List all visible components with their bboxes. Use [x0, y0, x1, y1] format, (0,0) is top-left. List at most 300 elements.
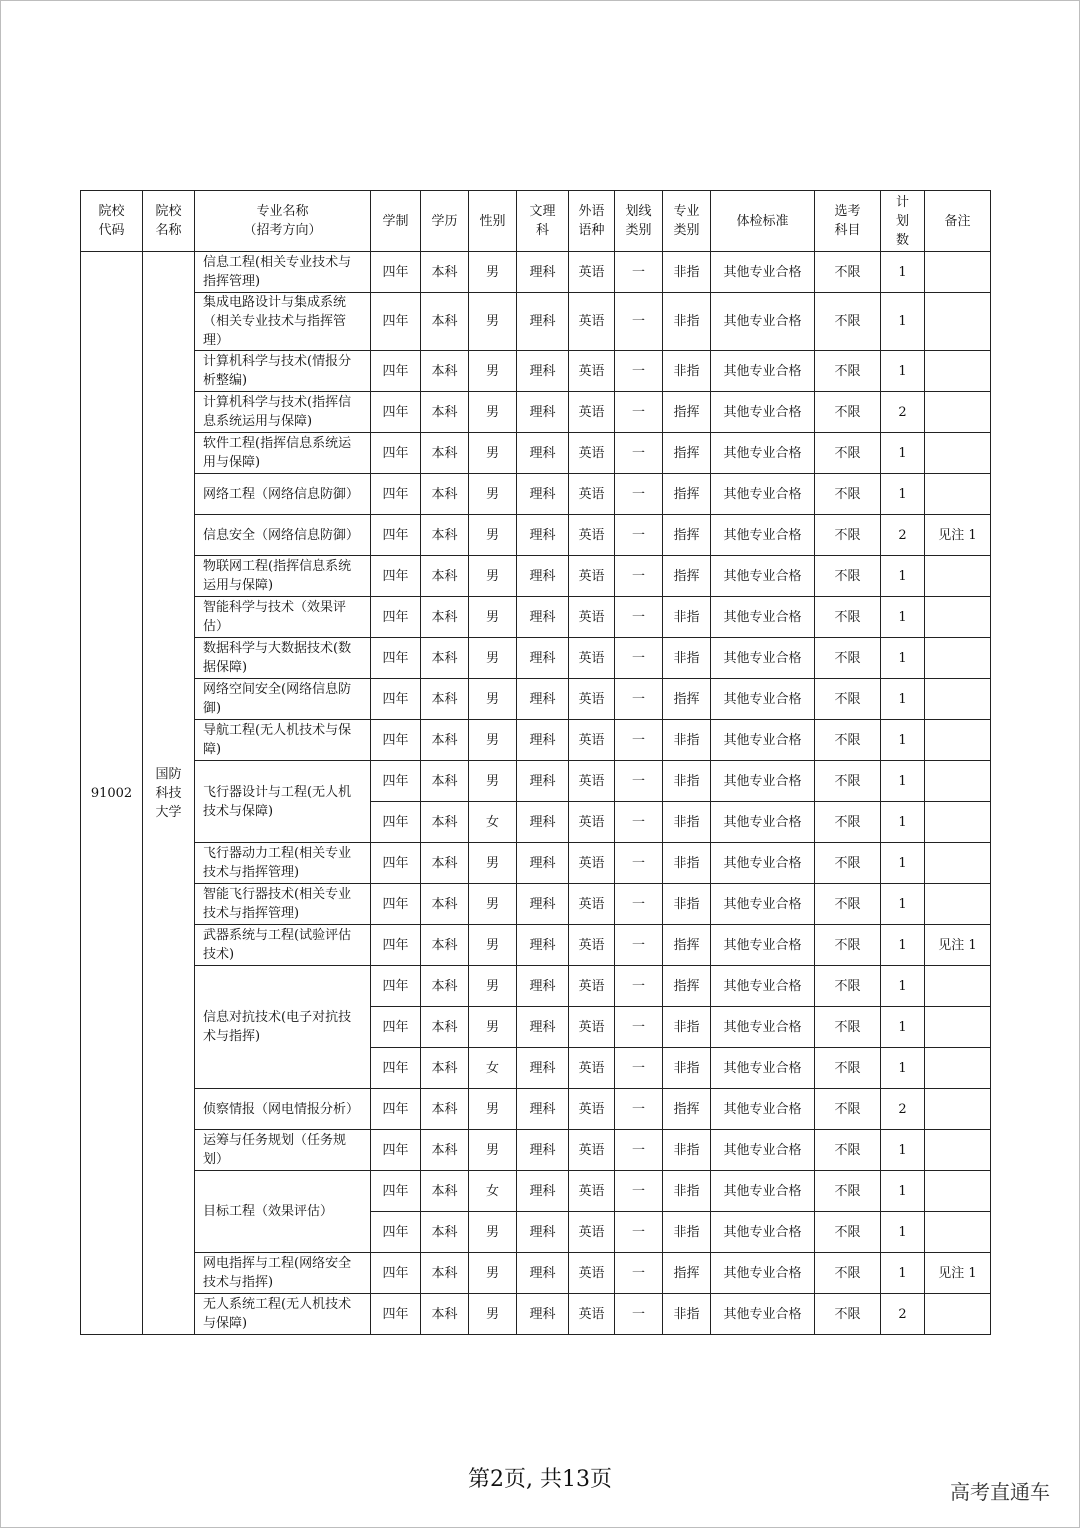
header-gender: 性别 — [469, 191, 517, 252]
degree-cell: 本科 — [421, 293, 469, 351]
major-category-cell: 指挥 — [663, 966, 711, 1007]
track-cell: 理科 — [517, 1253, 569, 1294]
table-row — [81, 884, 991, 925]
gender-cell: 男 — [469, 252, 517, 293]
school-name-line: 国防 — [155, 766, 182, 782]
plan-count-cell: 1 — [881, 925, 925, 966]
plan-count-cell: 1 — [881, 802, 925, 843]
table-row — [81, 351, 991, 392]
plan-count-cell: 1 — [881, 1048, 925, 1089]
duration-cell: 四年 — [371, 1089, 421, 1130]
table-row — [81, 433, 991, 474]
plan-count-cell: 2 — [881, 1089, 925, 1130]
track-cell: 理科 — [517, 515, 569, 556]
major-name-cell: 导航工程(无人机技术与保障) — [195, 720, 371, 761]
table-row — [81, 597, 991, 638]
plan-count-cell: 1 — [881, 1130, 925, 1171]
track-cell: 理科 — [517, 293, 569, 351]
duration-cell: 四年 — [371, 293, 421, 351]
table-row — [81, 966, 991, 1007]
note-cell: 见注 1 — [925, 515, 991, 556]
language-cell: 英语 — [569, 761, 615, 802]
duration-cell: 四年 — [371, 515, 421, 556]
degree-cell: 本科 — [421, 966, 469, 1007]
note-cell — [925, 843, 991, 884]
degree-cell: 本科 — [421, 1130, 469, 1171]
table-row — [81, 293, 991, 351]
subjects-cell: 不限 — [815, 1007, 881, 1048]
plan-count-cell: 1 — [881, 843, 925, 884]
track-cell: 理科 — [517, 720, 569, 761]
line-category-cell: 一 — [615, 252, 663, 293]
degree-cell: 本科 — [421, 761, 469, 802]
track-cell: 理科 — [517, 1294, 569, 1335]
degree-cell: 本科 — [421, 1171, 469, 1212]
major-category-cell: 非指 — [663, 638, 711, 679]
major-category-cell: 指挥 — [663, 1253, 711, 1294]
duration-cell: 四年 — [371, 802, 421, 843]
language-cell: 英语 — [569, 1212, 615, 1253]
plan-count-cell: 1 — [881, 1171, 925, 1212]
note-cell — [925, 802, 991, 843]
note-cell — [925, 884, 991, 925]
major-name-cell: 网电指挥与工程(网络安全技术与指挥) — [195, 1253, 371, 1294]
plan-count-cell: 1 — [881, 1007, 925, 1048]
line-category-cell: 一 — [615, 843, 663, 884]
header-line-category: 划线 类别 — [615, 191, 663, 252]
table-row — [81, 1171, 991, 1212]
gender-cell: 男 — [469, 925, 517, 966]
line-category-cell: 一 — [615, 597, 663, 638]
gender-cell: 男 — [469, 351, 517, 392]
line-category-cell: 一 — [615, 351, 663, 392]
major-name-cell: 软件工程(指挥信息系统运用与保障) — [195, 433, 371, 474]
subjects-cell: 不限 — [815, 474, 881, 515]
health-standard-cell: 其他专业合格 — [711, 1048, 815, 1089]
major-name-cell: 运筹与任务规划（任务规划） — [195, 1130, 371, 1171]
degree-cell: 本科 — [421, 597, 469, 638]
track-cell: 理科 — [517, 556, 569, 597]
major-category-cell: 指挥 — [663, 392, 711, 433]
table-row — [81, 1294, 991, 1335]
health-standard-cell: 其他专业合格 — [711, 1007, 815, 1048]
duration-cell: 四年 — [371, 884, 421, 925]
subjects-cell: 不限 — [815, 1048, 881, 1089]
health-standard-cell: 其他专业合格 — [711, 761, 815, 802]
school-code-cell: 91002 — [81, 252, 143, 1335]
gender-cell: 男 — [469, 597, 517, 638]
gender-cell: 男 — [469, 433, 517, 474]
major-name-cell: 信息对抗技术(电子对抗技术与指挥) — [195, 966, 371, 1089]
line-category-cell: 一 — [615, 720, 663, 761]
track-cell: 理科 — [517, 1048, 569, 1089]
degree-cell: 本科 — [421, 252, 469, 293]
health-standard-cell: 其他专业合格 — [711, 802, 815, 843]
subjects-cell: 不限 — [815, 761, 881, 802]
note-cell — [925, 761, 991, 802]
plan-count-cell: 1 — [881, 252, 925, 293]
header-subjects: 选考 科目 — [815, 191, 881, 252]
note-cell: 见注 1 — [925, 925, 991, 966]
major-category-cell: 指挥 — [663, 433, 711, 474]
duration-cell: 四年 — [371, 1294, 421, 1335]
plan-count-cell: 1 — [881, 1212, 925, 1253]
line-category-cell: 一 — [615, 966, 663, 1007]
major-name-cell: 数据科学与大数据技术(数据保障) — [195, 638, 371, 679]
subjects-cell: 不限 — [815, 966, 881, 1007]
language-cell: 英语 — [569, 351, 615, 392]
duration-cell: 四年 — [371, 1171, 421, 1212]
major-category-cell: 非指 — [663, 597, 711, 638]
major-category-cell: 非指 — [663, 1130, 711, 1171]
degree-cell: 本科 — [421, 1048, 469, 1089]
major-category-cell: 非指 — [663, 252, 711, 293]
note-cell — [925, 597, 991, 638]
subjects-cell: 不限 — [815, 351, 881, 392]
duration-cell: 四年 — [371, 1253, 421, 1294]
degree-cell: 本科 — [421, 433, 469, 474]
plan-count-cell: 2 — [881, 1294, 925, 1335]
line-category-cell: 一 — [615, 925, 663, 966]
plan-count-cell: 1 — [881, 720, 925, 761]
gender-cell: 男 — [469, 1294, 517, 1335]
duration-cell: 四年 — [371, 556, 421, 597]
plan-count-cell: 1 — [881, 966, 925, 1007]
subjects-cell: 不限 — [815, 597, 881, 638]
line-category-cell: 一 — [615, 392, 663, 433]
line-category-cell: 一 — [615, 556, 663, 597]
major-name-cell: 飞行器设计与工程(无人机技术与保障) — [195, 761, 371, 843]
header-plan-count: 计 划 数 — [881, 191, 925, 252]
gender-cell: 男 — [469, 966, 517, 1007]
plan-count-cell: 1 — [881, 761, 925, 802]
plan-count-cell: 1 — [881, 679, 925, 720]
header-school-name: 院校 名称 — [143, 191, 195, 252]
major-category-cell: 指挥 — [663, 556, 711, 597]
track-cell: 理科 — [517, 433, 569, 474]
subjects-cell: 不限 — [815, 802, 881, 843]
table-row — [81, 1253, 991, 1294]
subjects-cell: 不限 — [815, 1089, 881, 1130]
line-category-cell: 一 — [615, 679, 663, 720]
line-category-cell: 一 — [615, 1294, 663, 1335]
subjects-cell: 不限 — [815, 433, 881, 474]
gender-cell: 男 — [469, 1089, 517, 1130]
subjects-cell: 不限 — [815, 515, 881, 556]
subjects-cell: 不限 — [815, 252, 881, 293]
school-name-line: 大学 — [155, 804, 182, 820]
major-category-cell: 非指 — [663, 1007, 711, 1048]
note-cell — [925, 433, 991, 474]
track-cell: 理科 — [517, 761, 569, 802]
health-standard-cell: 其他专业合格 — [711, 1212, 815, 1253]
duration-cell: 四年 — [371, 679, 421, 720]
subjects-cell: 不限 — [815, 884, 881, 925]
note-cell — [925, 1294, 991, 1335]
plan-count-cell: 1 — [881, 1253, 925, 1294]
gender-cell: 男 — [469, 638, 517, 679]
plan-count-cell: 1 — [881, 884, 925, 925]
duration-cell: 四年 — [371, 252, 421, 293]
watermark-text: 高考直通车 — [950, 1480, 1050, 1504]
language-cell: 英语 — [569, 1089, 615, 1130]
note-cell — [925, 1048, 991, 1089]
major-name-cell: 无人系统工程(无人机技术与保障) — [195, 1294, 371, 1335]
language-cell: 英语 — [569, 1253, 615, 1294]
language-cell: 英语 — [569, 638, 615, 679]
table-row — [81, 720, 991, 761]
gender-cell: 男 — [469, 1253, 517, 1294]
duration-cell: 四年 — [371, 433, 421, 474]
gender-cell: 男 — [469, 556, 517, 597]
major-name-cell: 网络空间安全(网络信息防御) — [195, 679, 371, 720]
health-standard-cell: 其他专业合格 — [711, 392, 815, 433]
gender-cell: 男 — [469, 1130, 517, 1171]
major-category-cell: 指挥 — [663, 474, 711, 515]
degree-cell: 本科 — [421, 1007, 469, 1048]
note-cell — [925, 1171, 991, 1212]
track-cell: 理科 — [517, 351, 569, 392]
major-name-cell: 信息安全（网络信息防御） — [195, 515, 371, 556]
plan-count-cell: 1 — [881, 474, 925, 515]
major-category-cell: 指挥 — [663, 515, 711, 556]
gender-cell: 男 — [469, 761, 517, 802]
line-category-cell: 一 — [615, 1253, 663, 1294]
line-category-cell: 一 — [615, 1048, 663, 1089]
health-standard-cell: 其他专业合格 — [711, 1294, 815, 1335]
degree-cell: 本科 — [421, 1294, 469, 1335]
language-cell: 英语 — [569, 802, 615, 843]
table-row — [81, 515, 991, 556]
subjects-cell: 不限 — [815, 638, 881, 679]
major-name-cell: 计算机科学与技术(指挥信息系统运用与保障) — [195, 392, 371, 433]
language-cell: 英语 — [569, 515, 615, 556]
language-cell: 英语 — [569, 884, 615, 925]
table-row — [81, 843, 991, 884]
language-cell: 英语 — [569, 252, 615, 293]
major-category-cell: 非指 — [663, 1212, 711, 1253]
major-category-cell: 指挥 — [663, 925, 711, 966]
note-cell — [925, 252, 991, 293]
degree-cell: 本科 — [421, 802, 469, 843]
major-name-cell: 计算机科学与技术(情报分析整编) — [195, 351, 371, 392]
subjects-cell: 不限 — [815, 392, 881, 433]
table-row — [81, 761, 991, 802]
duration-cell: 四年 — [371, 966, 421, 1007]
track-cell: 理科 — [517, 843, 569, 884]
subjects-cell: 不限 — [815, 679, 881, 720]
duration-cell: 四年 — [371, 474, 421, 515]
major-name-cell: 集成电路设计与集成系统（相关专业技术与指挥管理） — [195, 293, 371, 351]
plan-count-cell: 1 — [881, 597, 925, 638]
language-cell: 英语 — [569, 474, 615, 515]
note-cell: 见注 1 — [925, 1253, 991, 1294]
note-cell — [925, 966, 991, 1007]
table-row — [81, 474, 991, 515]
gender-cell: 男 — [469, 1212, 517, 1253]
major-category-cell: 指挥 — [663, 1089, 711, 1130]
duration-cell: 四年 — [371, 597, 421, 638]
line-category-cell: 一 — [615, 1007, 663, 1048]
subjects-cell: 不限 — [815, 556, 881, 597]
note-cell — [925, 474, 991, 515]
degree-cell: 本科 — [421, 351, 469, 392]
gender-cell: 女 — [469, 1171, 517, 1212]
header-major-category: 专业 类别 — [663, 191, 711, 252]
major-name-cell: 智能科学与技术（效果评估） — [195, 597, 371, 638]
plan-count-cell: 2 — [881, 392, 925, 433]
line-category-cell: 一 — [615, 1089, 663, 1130]
gender-cell: 男 — [469, 720, 517, 761]
table-row — [81, 252, 991, 293]
major-category-cell: 非指 — [663, 802, 711, 843]
degree-cell: 本科 — [421, 638, 469, 679]
header-health-standard: 体检标准 — [711, 191, 815, 252]
health-standard-cell: 其他专业合格 — [711, 884, 815, 925]
language-cell: 英语 — [569, 720, 615, 761]
subjects-cell: 不限 — [815, 925, 881, 966]
line-category-cell: 一 — [615, 638, 663, 679]
line-category-cell: 一 — [615, 1212, 663, 1253]
degree-cell: 本科 — [421, 392, 469, 433]
subjects-cell: 不限 — [815, 1253, 881, 1294]
health-standard-cell: 其他专业合格 — [711, 1253, 815, 1294]
major-category-cell: 非指 — [663, 843, 711, 884]
major-category-cell: 非指 — [663, 761, 711, 802]
subjects-cell: 不限 — [815, 720, 881, 761]
table-row — [81, 1089, 991, 1130]
note-cell — [925, 638, 991, 679]
plan-count-cell: 2 — [881, 515, 925, 556]
table-body — [81, 252, 991, 1335]
health-standard-cell: 其他专业合格 — [711, 1171, 815, 1212]
major-category-cell: 非指 — [663, 351, 711, 392]
header-school-code: 院校 代码 — [81, 191, 143, 252]
gender-cell: 女 — [469, 1048, 517, 1089]
track-cell: 理科 — [517, 597, 569, 638]
track-cell: 理科 — [517, 925, 569, 966]
major-name-cell: 智能飞行器技术(相关专业技术与指挥管理) — [195, 884, 371, 925]
language-cell: 英语 — [569, 293, 615, 351]
language-cell: 英语 — [569, 925, 615, 966]
gender-cell: 女 — [469, 802, 517, 843]
degree-cell: 本科 — [421, 720, 469, 761]
header-language: 外语 语种 — [569, 191, 615, 252]
language-cell: 英语 — [569, 433, 615, 474]
note-cell — [925, 679, 991, 720]
plan-count-cell: 1 — [881, 433, 925, 474]
major-name-cell: 侦察情报（网电情报分析） — [195, 1089, 371, 1130]
health-standard-cell: 其他专业合格 — [711, 351, 815, 392]
major-name-cell: 信息工程(相关专业技术与指挥管理) — [195, 252, 371, 293]
table-row — [81, 1130, 991, 1171]
table-row — [81, 556, 991, 597]
plan-count-cell: 1 — [881, 638, 925, 679]
track-cell: 理科 — [517, 679, 569, 720]
table-row — [81, 638, 991, 679]
subjects-cell: 不限 — [815, 293, 881, 351]
gender-cell: 男 — [469, 293, 517, 351]
health-standard-cell: 其他专业合格 — [711, 966, 815, 1007]
language-cell: 英语 — [569, 966, 615, 1007]
health-standard-cell: 其他专业合格 — [711, 1089, 815, 1130]
major-name-cell: 飞行器动力工程(相关专业技术与指挥管理) — [195, 843, 371, 884]
school-name-cell — [143, 252, 195, 1335]
subjects-cell: 不限 — [815, 1294, 881, 1335]
degree-cell: 本科 — [421, 1212, 469, 1253]
language-cell: 英语 — [569, 1007, 615, 1048]
plan-count-cell: 1 — [881, 293, 925, 351]
gender-cell: 男 — [469, 1007, 517, 1048]
duration-cell: 四年 — [371, 720, 421, 761]
track-cell: 理科 — [517, 392, 569, 433]
major-name-cell: 武器系统与工程(试验评估技术) — [195, 925, 371, 966]
language-cell: 英语 — [569, 392, 615, 433]
header-track: 文理 科 — [517, 191, 569, 252]
major-name-cell: 目标工程（效果评估） — [195, 1171, 371, 1253]
major-category-cell: 非指 — [663, 1294, 711, 1335]
gender-cell: 男 — [469, 843, 517, 884]
health-standard-cell: 其他专业合格 — [711, 925, 815, 966]
note-cell — [925, 556, 991, 597]
note-cell — [925, 1007, 991, 1048]
health-standard-cell: 其他专业合格 — [711, 433, 815, 474]
gender-cell: 男 — [469, 679, 517, 720]
major-name-cell: 物联网工程(指挥信息系统运用与保障) — [195, 556, 371, 597]
duration-cell: 四年 — [371, 761, 421, 802]
page-number: 第2页, 共13页 — [468, 1467, 612, 1492]
health-standard-cell: 其他专业合格 — [711, 515, 815, 556]
line-category-cell: 一 — [615, 515, 663, 556]
health-standard-cell: 其他专业合格 — [711, 597, 815, 638]
line-category-cell: 一 — [615, 293, 663, 351]
note-cell — [925, 351, 991, 392]
note-cell — [925, 1130, 991, 1171]
health-standard-cell: 其他专业合格 — [711, 556, 815, 597]
track-cell: 理科 — [517, 884, 569, 925]
school-name-line: 科技 — [155, 785, 182, 801]
health-standard-cell: 其他专业合格 — [711, 474, 815, 515]
duration-cell: 四年 — [371, 638, 421, 679]
duration-cell: 四年 — [371, 843, 421, 884]
degree-cell: 本科 — [421, 1253, 469, 1294]
duration-cell: 四年 — [371, 1212, 421, 1253]
language-cell: 英语 — [569, 1130, 615, 1171]
note-cell — [925, 293, 991, 351]
line-category-cell: 一 — [615, 433, 663, 474]
degree-cell: 本科 — [421, 884, 469, 925]
note-cell — [925, 720, 991, 761]
header-duration: 学制 — [371, 191, 421, 252]
duration-cell: 四年 — [371, 1130, 421, 1171]
note-cell — [925, 1212, 991, 1253]
gender-cell: 男 — [469, 884, 517, 925]
track-cell: 理科 — [517, 1007, 569, 1048]
duration-cell: 四年 — [371, 351, 421, 392]
plan-count-cell: 1 — [881, 351, 925, 392]
duration-cell: 四年 — [371, 925, 421, 966]
language-cell: 英语 — [569, 1294, 615, 1335]
gender-cell: 男 — [469, 392, 517, 433]
line-category-cell: 一 — [615, 474, 663, 515]
subjects-cell: 不限 — [815, 1212, 881, 1253]
major-category-cell: 指挥 — [663, 679, 711, 720]
major-category-cell: 非指 — [663, 720, 711, 761]
health-standard-cell: 其他专业合格 — [711, 252, 815, 293]
track-cell: 理科 — [517, 638, 569, 679]
table-row — [81, 679, 991, 720]
duration-cell: 四年 — [371, 1048, 421, 1089]
